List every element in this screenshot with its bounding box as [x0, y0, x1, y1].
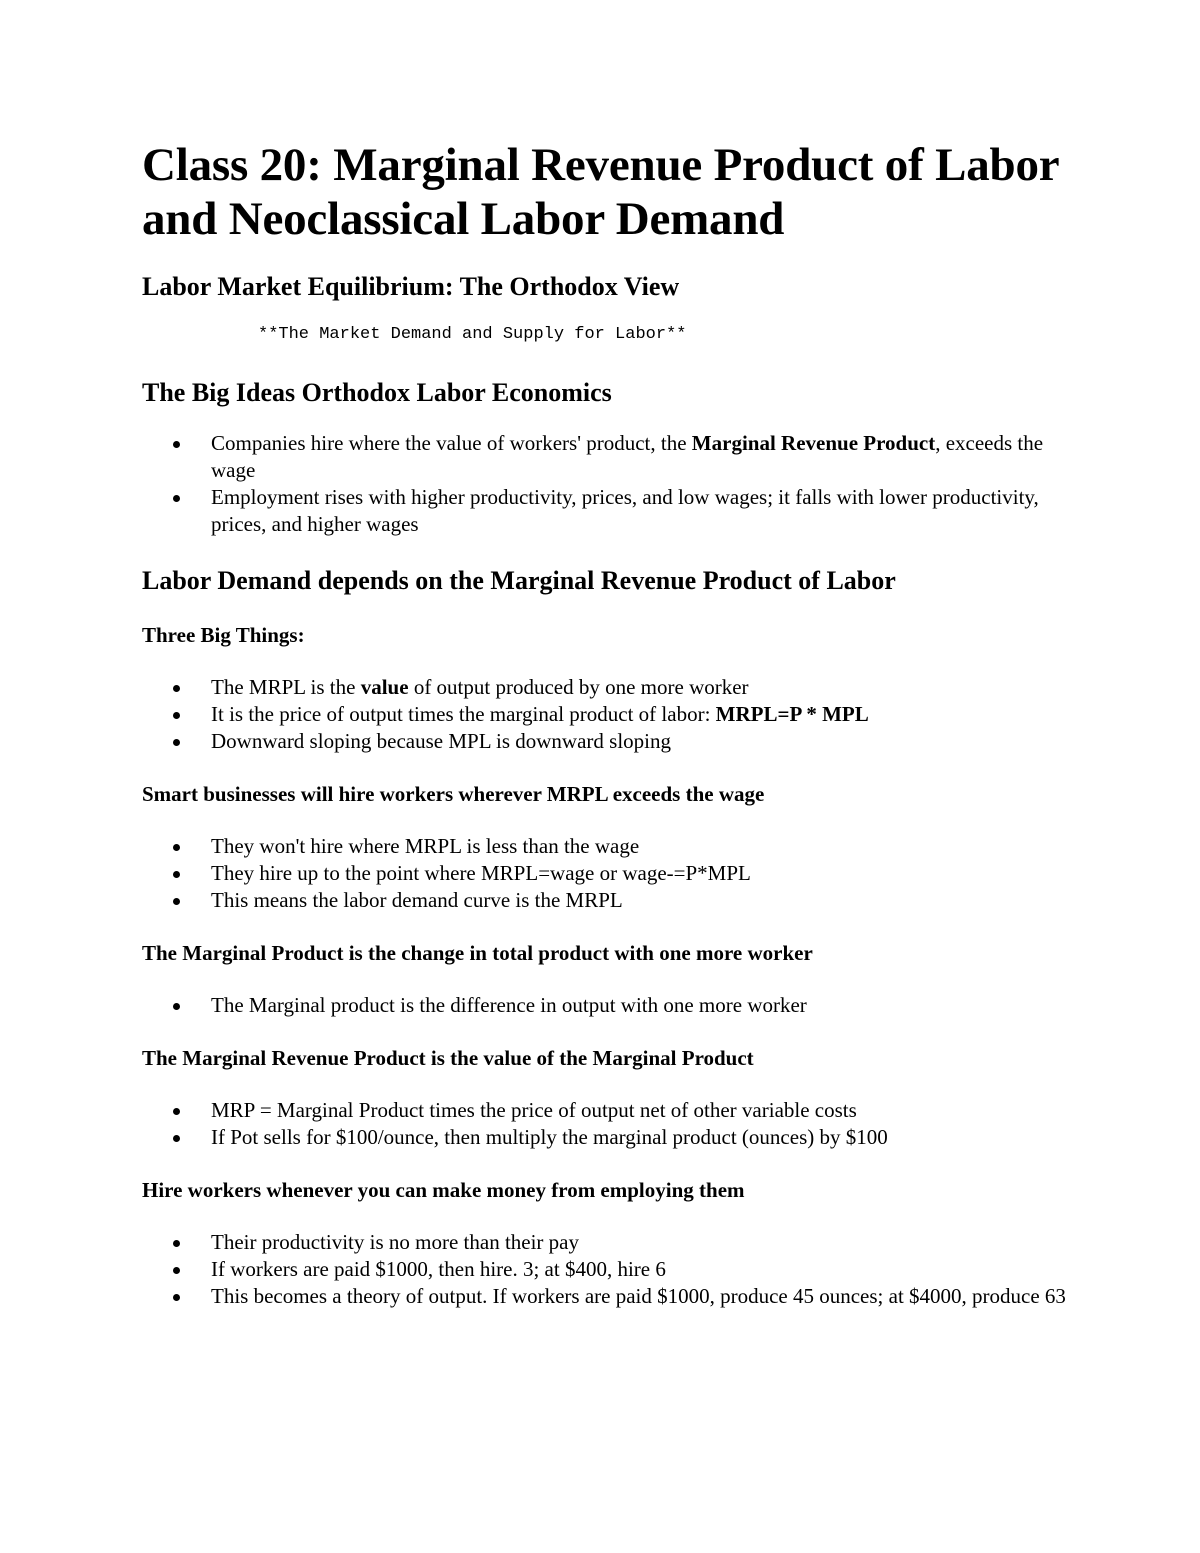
list-item: The Marginal product is the difference in output with one more worker [142, 992, 1072, 1019]
bold-formula: MRPL=P * MPL [715, 702, 869, 726]
list-item: Downward sloping because MPL is downward sloping [142, 728, 1072, 755]
list-item: Their productivity is no more than their pay [142, 1229, 1072, 1256]
bullet-icon [173, 712, 180, 719]
list-item: This becomes a theory of output. If workers are paid $1000, produce 45 ounces; at $4000, produce 63 [142, 1283, 1072, 1310]
section-heading-labor-market-equilibrium: Labor Market Equilibrium: The Orthodox View [142, 272, 680, 301]
list-item: The MRPL is the value of output produced by one more worker [142, 674, 1072, 701]
section-heading-labor-demand: Labor Demand depends on the Marginal Revenue Product of Labor [142, 566, 896, 595]
bullet-icon [173, 844, 180, 851]
big-ideas-list [142, 430, 1072, 538]
bullet-icon [173, 1003, 180, 1010]
bullet-icon [173, 685, 180, 692]
bullet-icon [173, 1294, 180, 1301]
list-item: MRP = Marginal Product times the price of output net of other variable costs [142, 1097, 1072, 1124]
three-big-things-list [142, 674, 1072, 755]
marginal-product-list [142, 992, 1072, 1019]
bullet-icon [173, 898, 180, 905]
subheading-hire-workers: Hire workers whenever you can make money from employing them [142, 1178, 745, 1202]
list-item: They hire up to the point where MRPL=wage or wage-=P*MPL [142, 860, 1072, 887]
list-item: This means the labor demand curve is the MRPL [142, 887, 1072, 914]
list-item: They won't hire where MRPL is less than the wage [142, 833, 1072, 860]
bullet-icon [173, 1108, 180, 1115]
list-item: It is the price of output times the marginal product of labor: MRPL=P * MPL [142, 701, 1072, 728]
subheading-marginal-product: The Marginal Product is the change in total product with one more worker [142, 941, 813, 965]
marginal-revenue-product-list [142, 1097, 1072, 1151]
document-page [142, 138, 1072, 1310]
section-heading-big-ideas: The Big Ideas Orthodox Labor Economics [142, 378, 612, 407]
list-item: If Pot sells for $100/ounce, then multiply the marginal product (ounces) by $100 [142, 1124, 1072, 1151]
bullet-icon [173, 871, 180, 878]
bold-term: value [360, 675, 409, 699]
subheading-smart-businesses: Smart businesses will hire workers wherever MRPL exceeds the wage [142, 782, 765, 806]
bullet-icon [173, 1267, 180, 1274]
page-title: Class 20: Marginal Revenue Product of Labor and Neoclassical Labor Demand [142, 139, 1059, 245]
list-item: If workers are paid $1000, then hire. 3; at $400, hire 6 [142, 1256, 1072, 1283]
bullet-icon [173, 441, 180, 448]
bullet-icon [173, 739, 180, 746]
hire-workers-list [142, 1229, 1072, 1310]
bullet-icon [173, 1135, 180, 1142]
subheading-marginal-revenue-product: The Marginal Revenue Product is the value of the Marginal Product [142, 1046, 754, 1070]
subheading-three-big-things: Three Big Things: [142, 623, 305, 647]
smart-businesses-list [142, 833, 1072, 914]
list-item: Employment rises with higher productivity, prices, and low wages; it falls with lower productivity, prices, and higher wages [142, 484, 1072, 538]
bold-term: Marginal Revenue Product [691, 431, 936, 455]
list-item: Companies hire where the value of workers' product, the Marginal Revenue Product, exceeds the wage [142, 430, 1072, 484]
market-demand-supply-placeholder: **The Market Demand and Supply for Labor** [258, 325, 687, 344]
bullet-icon [173, 1240, 180, 1247]
bullet-icon [173, 495, 180, 502]
